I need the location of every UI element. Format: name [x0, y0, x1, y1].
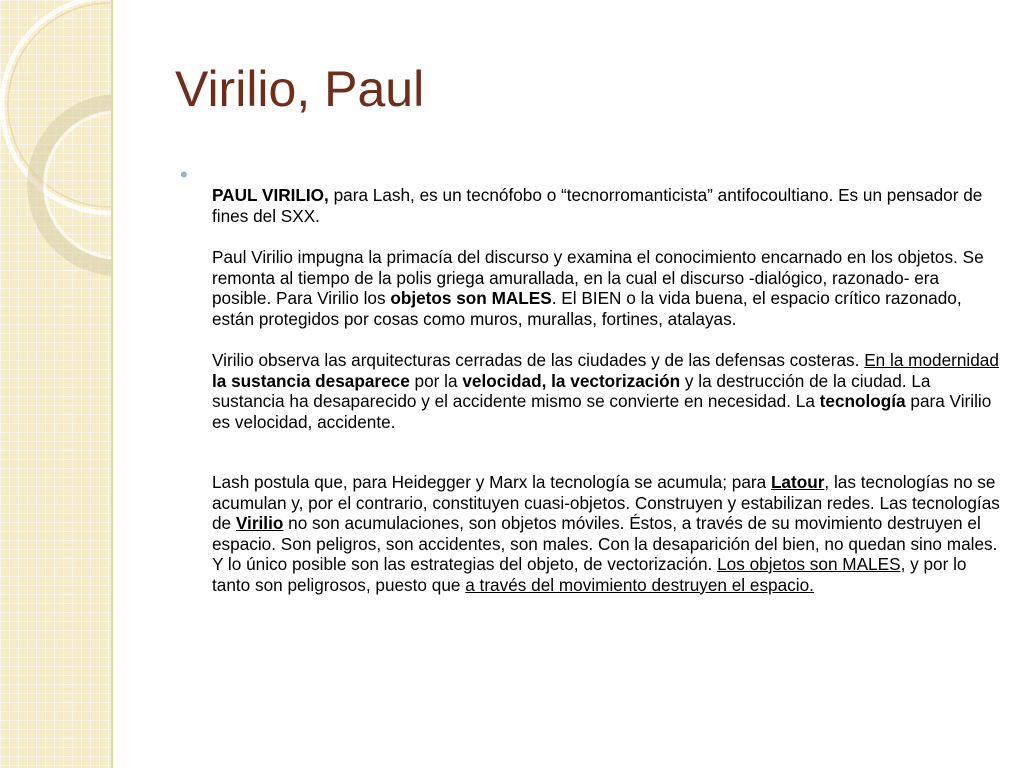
- arch-bold-sustancia: la sustancia desaparece: [212, 370, 410, 391]
- arch-text-4: para Virilio es velocidad, accidente.: [212, 391, 992, 432]
- arch-text-2: por la: [409, 370, 463, 391]
- bullet-marker: •: [180, 162, 188, 187]
- lash-text-1: Lash postula que, para Heidegger y Marx la tecnología se acumula; para: [212, 472, 771, 492]
- decorative-rings-graphic: [0, 0, 113, 280]
- paragraph-virilio-discourse: [212, 247, 1002, 329]
- discourse-bold-objetos: objetos son MALES: [390, 288, 552, 308]
- intro-bold-name: PAUL VIRILIO,: [212, 185, 329, 205]
- paragraph-architectures: [212, 350, 1002, 432]
- slide-title: Virilio, Paul: [175, 61, 425, 117]
- lash-text-4: , y por lo tanto son peligrosos, puesto que: [212, 554, 967, 595]
- arch-bold-tecnologia: tecnología: [819, 391, 906, 411]
- paragraph-lash-latour: [212, 472, 1002, 595]
- arch-underline-modernidad: En la modernidad: [864, 350, 999, 370]
- lash-underline-movimiento: a través del movimiento destruyen el espacio.: [465, 574, 814, 595]
- slide-body: [212, 185, 1002, 595]
- lash-underline-objetos-males: Los objetos son MALES: [717, 554, 901, 574]
- discourse-text-2: . El BIEN o la vida buena, el espacio crítico razonado, están protegidos por cosas como muros, murallas, fortines, atalayas.: [212, 288, 962, 329]
- lash-text-3: no son acumulaciones, son objetos móviles. Éstos, a través de su movimiento destruyen el espacio. Son peligros, son accidentes, son males. Con la desaparición del bien, no quedan sino males. Y lo único posible son las estrategias del objeto, de vectorización.: [212, 513, 998, 574]
- decorative-side-band: [0, 0, 113, 768]
- lash-text-2: , las tecnologías no se acumulan y, por el contrario, constituyen cuasi-objetos. Construyen y estabilizan redes. Las tecnologías de: [212, 472, 1000, 533]
- paragraph-intro: [212, 185, 1002, 226]
- arch-text-3: y la destrucción de la ciudad. La sustancia ha desaparecido y el accidente mismo se convierte en necesidad. La: [212, 370, 931, 411]
- discourse-text-1: Paul Virilio impugna la primacía del discurso y examina el conocimiento encarnado en los objetos. Se remonta al tiempo de la polis griega amurallada, en la cual el discurso -dialógico, razonado- era posible. Para Virilio los: [212, 247, 984, 308]
- intro-text: para Lash, es un tecnófobo o “tecnorromanticista” antifocoultiano. Es un pensador de fines del SXX.: [212, 185, 983, 226]
- arch-text-1: Virilio observa las arquitecturas cerradas de las ciudades y de las defensas costeras.: [212, 350, 865, 370]
- arch-bold-velocidad: velocidad, la vectorización: [462, 370, 681, 391]
- lash-link-latour: Latour: [770, 472, 825, 492]
- lash-link-virilio: Virilio: [235, 513, 284, 533]
